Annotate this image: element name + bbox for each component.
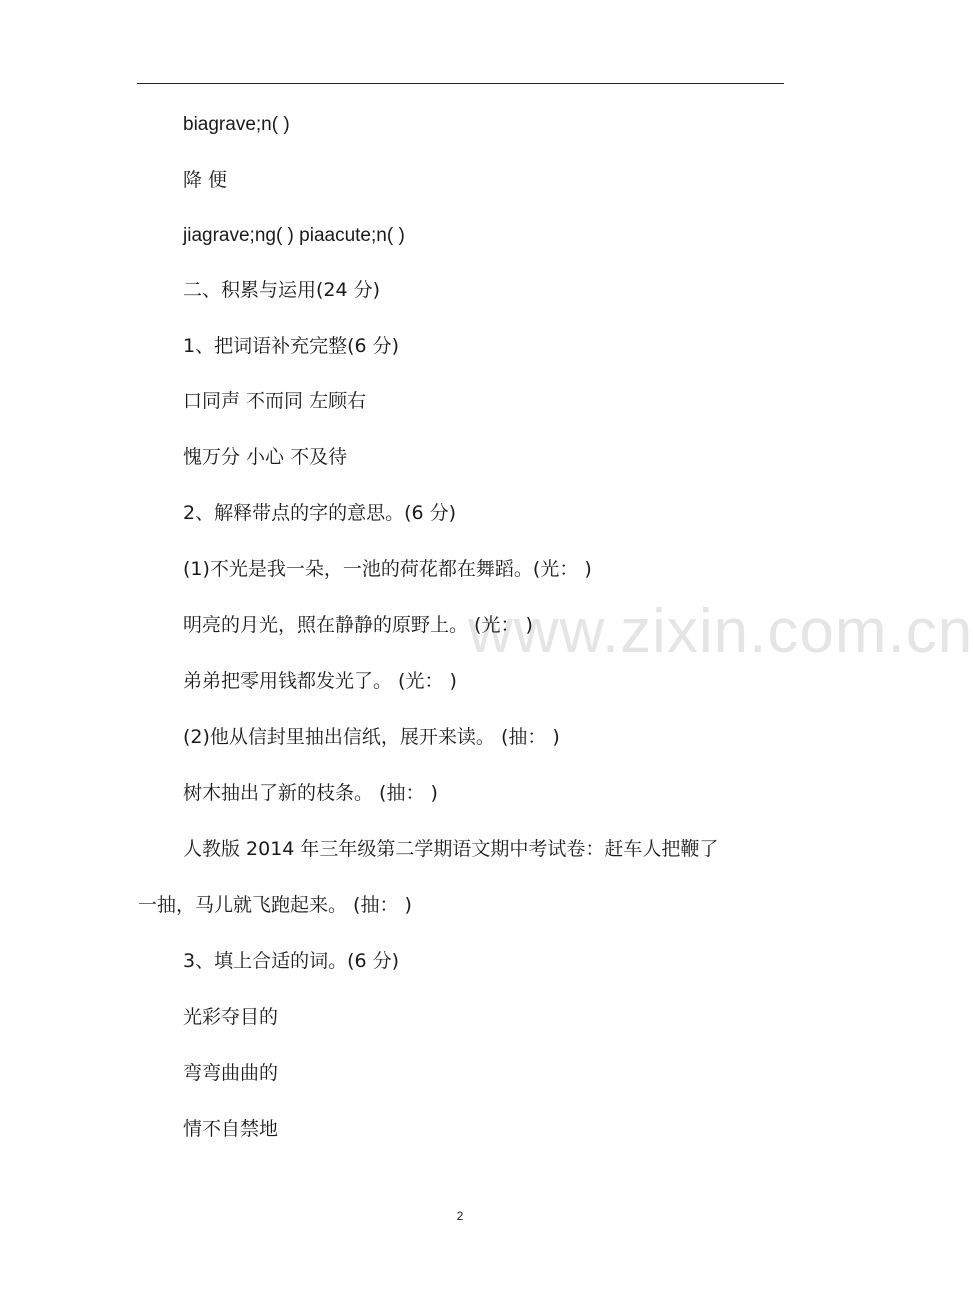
sentence-chou-1: (2)他从信封里抽出信纸，展开来读。 (抽： ) <box>183 726 560 748</box>
idiom-row-2: 愧万分 小心 不及待 <box>183 446 348 468</box>
header-rule <box>137 83 784 84</box>
sentence-chou-3: 人教版 2014 年三年级第二学期语文期中考试卷：赶车人把鞭了 <box>183 838 719 860</box>
fill-item-2: 弯弯曲曲的 <box>183 1062 279 1084</box>
sentence-guang-3: 弟弟把零用钱都发光了。 (光： ) <box>183 670 457 692</box>
sentence-chou-3-cont: 一抽，马儿就飞跑起来。 (抽： ) <box>138 894 412 916</box>
fill-item-1: 光彩夺目的 <box>183 1006 279 1028</box>
fill-item-3: 情不自禁地 <box>183 1118 279 1140</box>
watermark: www.zixin.com.cn <box>468 597 973 666</box>
question-1: 1、把词语补充完整(6 分) <box>183 335 400 357</box>
question-3: 3、填上合适的词。(6 分) <box>183 950 400 972</box>
pinyin-line-1: biagrave;n( ) <box>183 114 290 135</box>
sentence-guang-2: 明亮的月光，照在静静的原野上。 (光： ) <box>183 614 533 636</box>
idiom-row-1: 口同声 不而同 左顾右 <box>183 390 367 412</box>
sentence-chou-2: 树木抽出了新的枝条。 (抽： ) <box>183 782 438 804</box>
question-2: 2、解释带点的字的意思。(6 分) <box>183 502 457 524</box>
word-line-jiang-bian: 降 便 <box>183 169 228 191</box>
pinyin-line-2: jiagrave;ng( ) piaacute;n( ) <box>183 225 405 246</box>
sentence-guang-1: (1)不光是我一朵，一池的荷花都在舞蹈。(光： ) <box>183 558 592 580</box>
page-number: 2 <box>456 1209 464 1223</box>
section-heading-2: 二、积累与运用(24 分) <box>183 279 381 301</box>
